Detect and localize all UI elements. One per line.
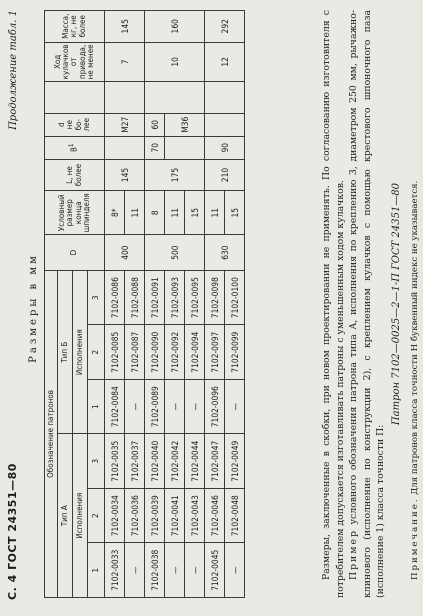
cell-a3: 7102-0040	[145, 434, 165, 489]
cell-B: 90	[205, 136, 245, 159]
exec-a3: 3	[88, 434, 105, 489]
cell-a2: 7102-0046	[205, 488, 225, 543]
cell-b2: 7102-0097	[205, 325, 225, 380]
table-caption: Размеры в мм	[28, 253, 39, 363]
cell-b2: 7102-0094	[185, 325, 205, 380]
dimensions-table	[44, 10, 245, 598]
cell-a1: —	[125, 543, 145, 598]
cell-b1: 7102-0089	[145, 379, 165, 434]
cell-B	[105, 136, 145, 159]
cell-a1: 7102-0045	[205, 543, 225, 598]
cell-b1: —	[225, 379, 245, 434]
col-L-header: L, не более	[45, 159, 105, 190]
cell-mass: 160	[145, 11, 205, 43]
table-row	[145, 11, 165, 598]
cell-a2: 7102-0043	[185, 488, 205, 543]
cell-spindle: 15	[225, 191, 245, 235]
cell-d: M36	[165, 113, 205, 136]
cell-spindle: 8	[145, 191, 165, 235]
cell-a2: 7102-0041	[165, 488, 185, 543]
col-B-header: $B^1$	[45, 136, 105, 159]
notes-section	[320, 10, 423, 598]
cell-b1: —	[185, 379, 205, 434]
remark-paragraph	[409, 10, 423, 598]
cell-b3: 7102-0095	[185, 270, 205, 325]
cell-a3: 7102-0042	[165, 434, 185, 489]
cell-stroke: 12	[205, 42, 245, 82]
cell-spindle: 8*	[105, 191, 125, 235]
cell-L: 210	[205, 159, 245, 190]
example-designation: Патрон 7102—0025—2—1-П ГОСТ 24351—80	[390, 182, 402, 426]
cell-D: 500	[145, 235, 205, 271]
col-d-header: d не бо-лее	[45, 113, 105, 136]
cell-a3: 7102-0035	[105, 434, 125, 489]
cell-a1: —	[225, 543, 245, 598]
execution-b-header: Исполнения	[73, 270, 88, 434]
type-a-header: Тип А	[58, 434, 73, 598]
cell-d: M27	[105, 113, 145, 136]
exec-b3: 3	[88, 270, 105, 325]
cell-B: 70	[145, 136, 165, 159]
cell-D: 400	[105, 235, 145, 271]
cell-a3: 7102-0047	[205, 434, 225, 489]
col-stroke-header: Ход кулачков от привода, не менее	[45, 42, 105, 82]
exec-b1: 1	[88, 379, 105, 434]
cell-b3: 7102-0098	[205, 270, 225, 325]
cell-blank	[105, 82, 145, 113]
page-header	[6, 10, 26, 600]
exec-a1: 1	[88, 543, 105, 598]
cell-a1: —	[185, 543, 205, 598]
cell-d: 60	[145, 113, 165, 136]
cell-a1: —	[165, 543, 185, 598]
col-spindle-header: Условный размер конца шпинделя	[45, 191, 105, 235]
cell-spindle: 15	[185, 191, 205, 235]
cell-b3: 7102-0093	[165, 270, 185, 325]
cell-b3: 7102-0086	[105, 270, 125, 325]
cell-b2: 7102-0085	[105, 325, 125, 380]
col-blank-header	[45, 82, 105, 113]
type-b-header: Тип Б	[58, 270, 73, 434]
cell-b3: 7102-0088	[125, 270, 145, 325]
cell-stroke: 10	[145, 42, 205, 82]
cell-spindle: 11	[205, 191, 225, 235]
cell-b3: 7102-0091	[145, 270, 165, 325]
table-continuation-label: Продолжение табл. 1	[8, 10, 19, 130]
cell-a2: 7102-0036	[125, 488, 145, 543]
cell-b1: 7102-0084	[105, 379, 125, 434]
cell-mass: 292	[205, 11, 245, 43]
cell-a3: 7102-0044	[185, 434, 205, 489]
cell-b1: 7102-0096	[205, 379, 225, 434]
cell-a1: 7102-0038	[145, 543, 165, 598]
execution-a-header: Исполнения	[73, 434, 88, 598]
cell-a1: 7102-0033	[105, 543, 125, 598]
cell-b2: 7102-0087	[125, 325, 145, 380]
remark-text: Для патронов класса точности Н буквенный индекс не указывается.	[410, 180, 420, 495]
exec-b2: 2	[88, 325, 105, 380]
table-row	[205, 11, 225, 598]
cell-b1: —	[125, 379, 145, 434]
example-text: условного обозначения патрона типа А, исполнения по креплению 3, диаметром 250 мм, рычажно-клинового (исполнение по конструкции 2), с креплением кулачков с помощью крестового шпоночного паза (исполнение 1) класса точности П:	[348, 10, 386, 598]
cell-b1: —	[165, 379, 185, 434]
cell-L: 175	[145, 159, 205, 190]
cell-a3: 7102-0037	[125, 434, 145, 489]
cell-D: 630	[205, 235, 245, 271]
cell-a2: 7102-0039	[145, 488, 165, 543]
cell-b3: 7102-0100	[225, 270, 245, 325]
cell-spindle: 11	[125, 191, 145, 235]
cell-mass: 145	[105, 11, 145, 43]
col-D-header: D	[45, 235, 105, 271]
example-paragraph	[347, 10, 388, 598]
example-label: Пример	[348, 529, 359, 580]
cell-d	[205, 113, 245, 136]
cell-a2: 7102-0034	[105, 488, 125, 543]
standard-number: С. 4 ГОСТ 24351—80	[6, 463, 19, 600]
cell-a2: 7102-0048	[225, 488, 245, 543]
cell-b2: 7102-0099	[225, 325, 245, 380]
cell-L: 145	[105, 159, 145, 190]
table-row	[105, 11, 125, 598]
cell-b2: 7102-0090	[145, 325, 165, 380]
designation-header: Обозначение патронов	[45, 270, 58, 597]
cell-stroke: 7	[105, 42, 145, 82]
cell-blank	[145, 82, 205, 113]
cell-a3: 7102-0049	[225, 434, 245, 489]
cell-blank	[205, 82, 245, 113]
col-mass-header: Масса, кг, не более	[45, 11, 105, 43]
note-paragraph: Размеры, заключенные в скобки, при новом проектировании не применять. По согласованию изготовителя с потребителем допускается изготавливать патроны с уменьшенным ходом кулачков.	[321, 10, 346, 598]
cell-spindle: 11	[165, 191, 185, 235]
remark-label: Примечание.	[410, 497, 420, 580]
exec-a2: 2	[88, 488, 105, 543]
cell-b2: 7102-0092	[165, 325, 185, 380]
cell-B	[165, 136, 205, 159]
